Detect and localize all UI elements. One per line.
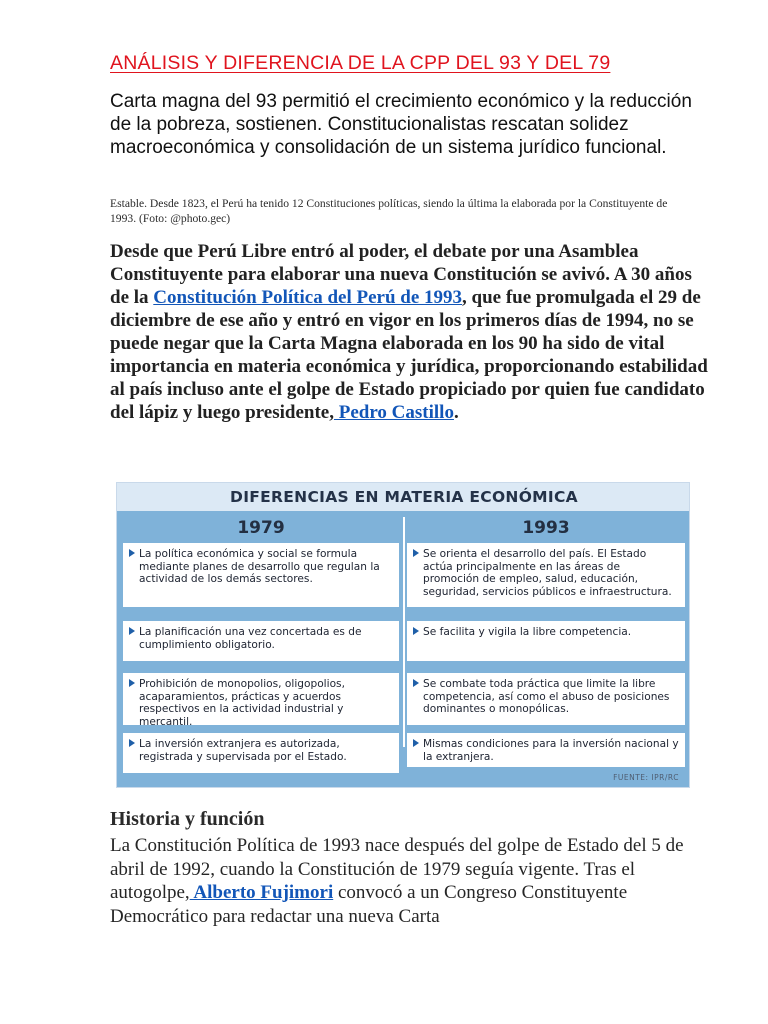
cell-1993-row-2 xyxy=(407,621,685,661)
cell-1993-row-4 xyxy=(407,733,685,767)
cell-1979-row-4 xyxy=(123,733,399,773)
cell-1979-row-2 xyxy=(123,621,399,661)
cell-1993-row-3 xyxy=(407,673,685,725)
column-divider xyxy=(403,517,405,747)
cell-text: Se facilita y vigila la libre competencia. xyxy=(423,626,632,638)
cell-text: Se orienta el desarrollo del país. El Estado actúa principalmente en las áreas de promoción de empleo, salud, educación, seguridad, servicios públicos e infraestructura. xyxy=(423,548,672,598)
alberto-fujimori-link[interactable]: Alberto Fujimori xyxy=(189,882,334,903)
column-header-1979: 1979 xyxy=(237,518,285,538)
bullet-triangle-icon xyxy=(129,627,135,635)
infographic-source: FUENTE: IPR/RC xyxy=(613,773,679,782)
cell-text: Mismas condiciones para la inversión nacional y la extranjera. xyxy=(423,738,679,763)
cell-text: La política económica y social se formula mediante planes de desarrollo que regulan la actividad de los demás sectores. xyxy=(139,548,380,586)
bullet-triangle-icon xyxy=(129,679,135,687)
infographic-diferencias xyxy=(116,482,690,788)
article-subtitle: Carta magna del 93 permitió el crecimiento económico y la reducción de la pobreza, sostienen. Constitucionalistas rescatan solidez macroeconómica y consolidación de un sistema jurídico funcional. xyxy=(110,91,692,158)
cell-text: La planificación una vez concertada es de cumplimiento obligatorio. xyxy=(139,626,362,651)
page-heading: ANÁLISIS Y DIFERENCIA DE LA CPP DEL 93 Y DEL 79 xyxy=(110,52,611,74)
bullet-triangle-icon xyxy=(413,627,419,635)
infographic-title: DIFERENCIAS EN MATERIA ECONÓMICA xyxy=(230,488,578,506)
bullet-triangle-icon xyxy=(129,549,135,557)
lead-text-3: . xyxy=(453,402,459,423)
constitucion-1993-link[interactable]: Constitución Política del Perú de 1993 xyxy=(153,287,463,308)
cell-text: Prohibición de monopolios, oligopolios, acaparamientos, prácticas y acuerdos respectivos en la actividad industrial y mercantil. xyxy=(139,678,345,728)
cell-1979-row-1 xyxy=(123,543,399,607)
section-heading: Historia y función xyxy=(110,808,265,830)
cell-1979-row-3 xyxy=(123,673,399,728)
section-body xyxy=(110,834,710,928)
cell-text: Se combate toda práctica que limite la libre competencia, así como el abuso de posiciones dominantes o monopólicas. xyxy=(423,678,670,716)
column-header-1993: 1993 xyxy=(522,518,570,538)
cell-1993-row-1 xyxy=(407,543,685,607)
pedro-castillo-link[interactable]: Pedro Castillo xyxy=(333,402,454,423)
body-text-2: convocó a un Congreso Constituyente Democrático para redactar una nueva Carta xyxy=(110,882,628,927)
photo-caption: Estable. Desde 1823, el Perú ha tenido 12 Constituciones políticas, siendo la última la elaborada por la Constituyente de 1993. (Foto: @photo.gec) xyxy=(110,197,668,225)
bullet-triangle-icon xyxy=(129,739,135,747)
bullet-triangle-icon xyxy=(413,739,419,747)
cell-text: La inversión extranjera es autorizada, registrada y supervisada por el Estado. xyxy=(139,738,347,763)
lead-paragraph xyxy=(110,240,710,424)
body-text-1: La Constitución Política de 1993 nace después del golpe de Estado del 5 de abril de 1992, cuando la Constitución de 1979 seguía vigente. Tras el autogolpe, xyxy=(110,835,684,903)
lead-text-1: Desde que Perú Libre entró al poder, el debate por una Asamblea Constituyente para elaborar una nueva Constitución se avivó. A 30 años de la xyxy=(110,241,692,308)
bullet-triangle-icon xyxy=(413,679,419,687)
bullet-triangle-icon xyxy=(413,549,419,557)
lead-text-2: , que fue promulgada el 29 de diciembre de ese año y entró en vigor en los primeros días de 1994, no se puede negar que la Carta Magna elaborada en los 90 ha sido de vital importancia en materia económica y jurídica, proporcionando estabilidad al país incluso ante el golpe de Estado propiciado por quien fue candidato del lápiz y luego presidente, xyxy=(110,287,708,423)
